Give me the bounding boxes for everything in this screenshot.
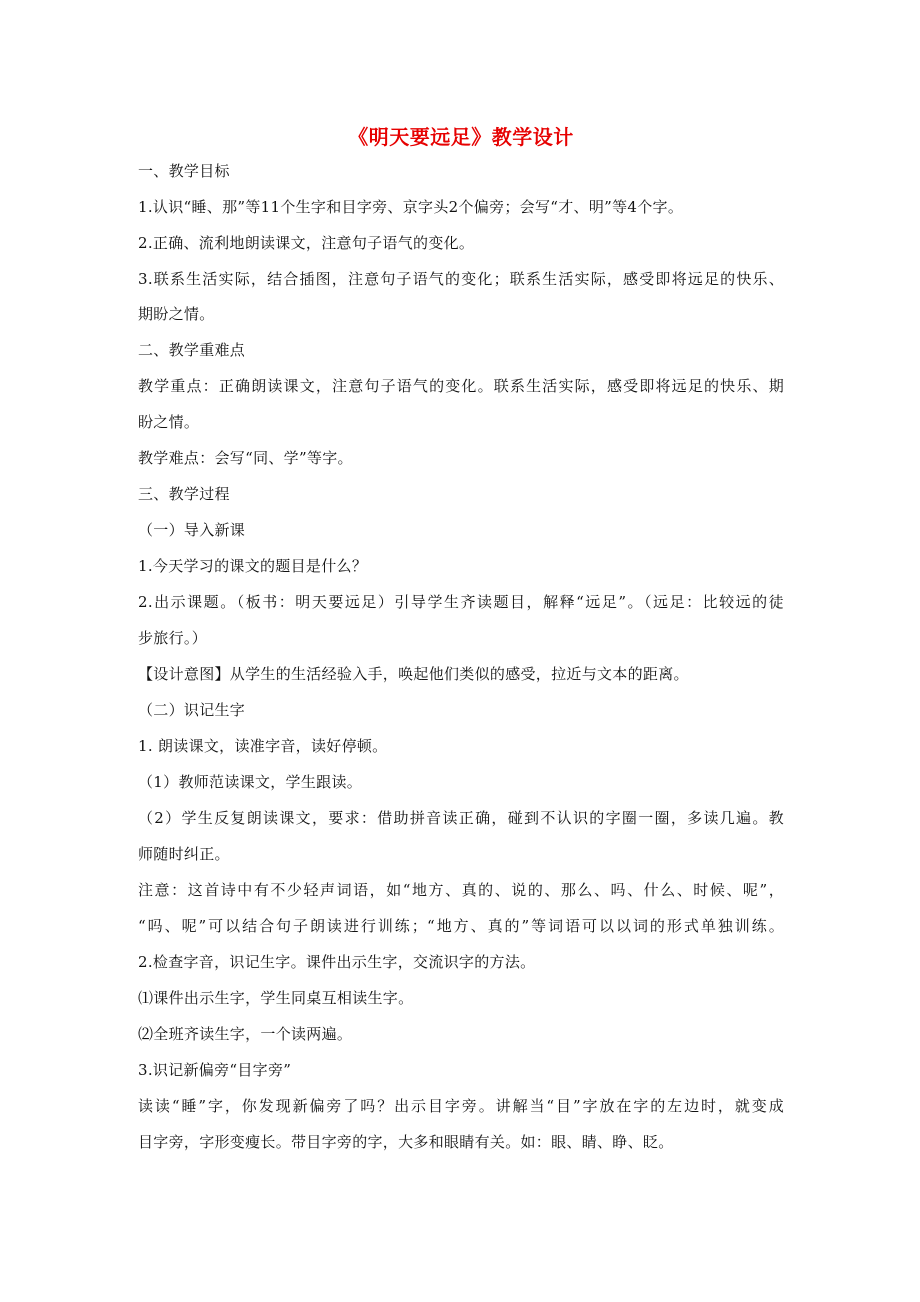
text-line: 教学重点：正确朗读课文，注意句子语气的变化。联系生活实际，感受即将远足的快乐、期	[138, 377, 784, 395]
text-line: 教学难点：会写“同、学”等字。	[138, 449, 353, 467]
text-line: 注意：这首诗中有不少轻声词语，如“地方、真的、说的、那么、吗、什么、时候、呢”，	[138, 881, 784, 899]
text-line: “吗、呢”可以结合句子朗读进行训练；“地方、真的”等词语可以以词的形式单独训练。	[138, 917, 784, 935]
text-line: 1. 朗读课文，读准字音，读好停顿。	[138, 737, 388, 755]
text-line: ⑵全班齐读生字，一个读两遍。	[138, 1025, 353, 1043]
text-line: 3.识记新偏旁“目字旁”	[138, 1061, 292, 1079]
text-line: 3.联系生活实际，结合插图，注意句子语气的变化；联系生活实际，感受即将远足的快乐、	[138, 270, 784, 288]
text-line: 三、教学过程	[138, 485, 230, 503]
text-line: 一、教学目标	[138, 162, 230, 180]
text-line: 盼之情。	[138, 413, 200, 431]
text-line: ⑴课件出示生字，学生同桌互相读生字。	[138, 989, 414, 1007]
text-line: 二、教学重难点	[138, 341, 246, 359]
text-line: 读读“睡”字，你发现新偏旁了吗？出示目字旁。讲解当“目”字放在字的左边时，就变成	[138, 1097, 784, 1115]
text-line: 目字旁，字形变瘦长。带目字旁的字，大多和眼睛有关。如：眼、睛、睁、眨。	[138, 1133, 674, 1151]
document-title: 《明天要远足》教学设计	[348, 125, 574, 149]
text-line: 1.今天学习的课文的题目是什么？	[138, 557, 368, 575]
text-line: 2.正确、流利地朗读课文，注意句子语气的变化。	[138, 234, 475, 252]
text-line: 【设计意图】从学生的生活经验入手，唤起他们类似的感受，拉近与文本的距离。	[138, 665, 689, 683]
text-line: （一）导入新课	[138, 521, 246, 539]
text-line: （2）学生反复朗读课文，要求：借助拼音读正确，碰到不认识的字圈一圈，多读几遍。教	[138, 809, 784, 827]
text-line: 2.出示课题。（板书：明天要远足）引导学生齐读题目，解释“远足”。（远足：比较远的徒	[138, 593, 784, 611]
text-line: 期盼之情。	[138, 305, 215, 323]
text-line: 2.检查字音，识记生字。课件出示生字，交流识字的方法。	[138, 953, 536, 971]
text-line: （1）教师范读课文，学生跟读。	[138, 773, 363, 791]
text-line: （二）识记生字	[138, 701, 246, 719]
text-line: 1.认识“睡、那”等11个生字和目字旁、京字头2个偏旁；会写“才、明”等4个字。	[138, 198, 684, 216]
text-line: 师随时纠正。	[138, 845, 230, 863]
text-line: 步旅行。）	[138, 629, 208, 647]
